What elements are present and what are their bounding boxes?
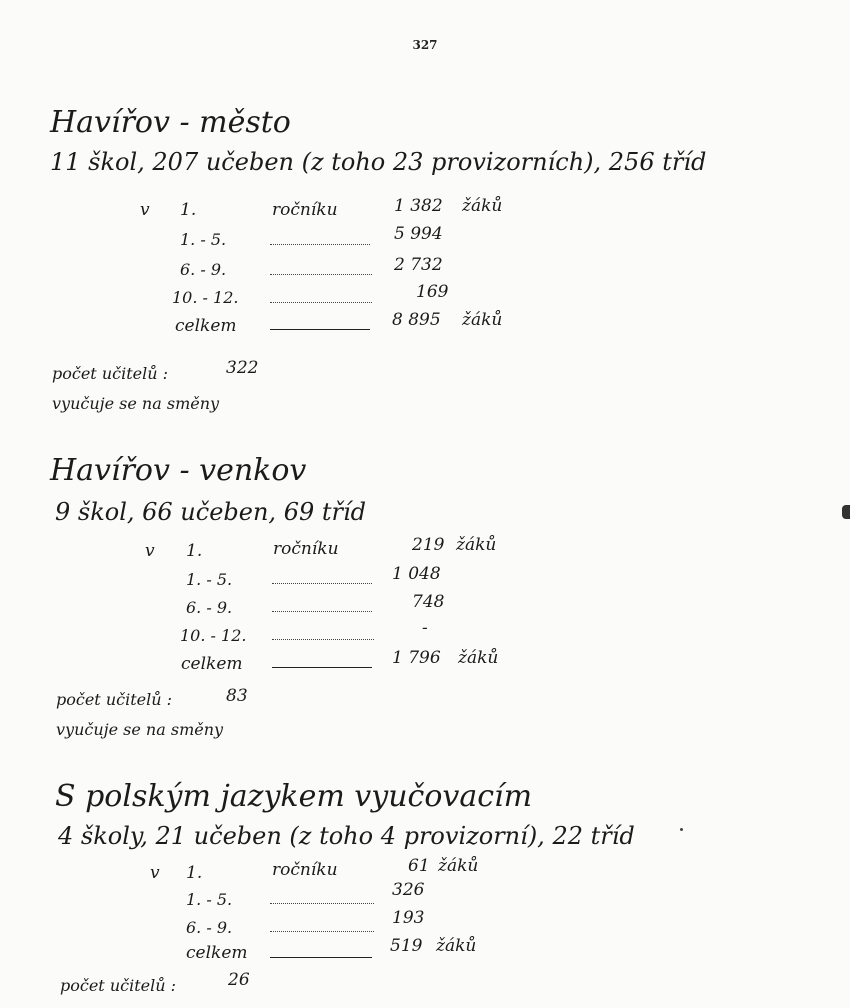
section-summary: 11 škol, 207 učeben (z toho 23 provizorních), 256 tříd (50, 148, 707, 176)
row-grade: 1. (180, 200, 197, 220)
dotted-leader (272, 639, 374, 640)
teachers-value: 322 (226, 358, 259, 378)
teachers-label: počet učitelů : (52, 364, 168, 383)
row-grade: celkem (186, 943, 248, 963)
section-summary: 4 školy, 21 učeben (z toho 4 provizorní), 22 tříd (58, 822, 635, 850)
row-grade: 10. - 12. (172, 288, 239, 307)
teachers-value: 83 (226, 686, 248, 706)
row-grade: 6. - 9. (180, 260, 227, 279)
row-value: - (422, 618, 428, 638)
row-label: ročníku (272, 200, 338, 220)
row-value: 1 048 (392, 564, 441, 584)
row-value: 2 732 (394, 255, 443, 275)
row-prefix: v (150, 863, 160, 883)
row-grade: celkem (181, 654, 243, 674)
row-grade: celkem (175, 316, 237, 336)
row-value: 748 (412, 592, 445, 612)
section-title: Havířov - město (50, 105, 291, 140)
dotted-leader (272, 611, 372, 612)
dotted-leader (270, 903, 374, 904)
row-value: 519 (390, 936, 423, 956)
row-grade: 6. - 9. (186, 598, 233, 617)
page-edge-mark (842, 505, 850, 519)
row-unit: žáků (438, 856, 479, 876)
row-grade: 1. (186, 863, 203, 883)
section-title: Havířov - venkov (50, 453, 307, 488)
row-value: 193 (392, 908, 425, 928)
row-grade: 1. (186, 541, 203, 561)
shift-note: vyučuje se na směny (56, 720, 224, 739)
row-value: 61 (408, 856, 430, 876)
row-unit: žáků (456, 535, 497, 555)
row-grade: 6. - 9. (186, 918, 233, 937)
dotted-leader (270, 302, 372, 303)
row-value: 326 (392, 880, 425, 900)
row-value: 219 (412, 535, 445, 555)
dotted-leader (270, 274, 372, 275)
row-grade: 10. - 12. (180, 626, 247, 645)
row-unit: žáků (458, 648, 499, 668)
row-unit: žáků (462, 310, 503, 330)
shift-note: vyučuje se na směny (52, 394, 220, 413)
row-unit: žáků (462, 196, 503, 216)
row-grade: 1. - 5. (186, 890, 233, 909)
row-label: ročníku (272, 860, 338, 880)
row-value: 169 (416, 282, 449, 302)
row-grade: 1. - 5. (186, 570, 233, 589)
row-prefix: v (145, 541, 155, 561)
teachers-label: počet učitelů : (56, 690, 172, 709)
total-rule (270, 329, 370, 330)
row-prefix: v (140, 200, 150, 220)
dotted-leader (270, 931, 374, 932)
page-number: 327 (412, 38, 438, 52)
row-value: 1 796 (392, 648, 441, 668)
teachers-value: 26 (228, 970, 250, 990)
dotted-leader (270, 244, 370, 245)
row-label: ročníku (273, 539, 339, 559)
row-grade: 1. - 5. (180, 230, 227, 249)
row-value: 5 994 (394, 224, 443, 244)
total-rule (270, 957, 372, 958)
section-title: S polským jazykem vyučovacím (55, 779, 533, 814)
section-summary: 9 škol, 66 učeben, 69 tříd (55, 498, 367, 526)
stray-ink-dot (680, 828, 683, 831)
row-unit: žáků (436, 936, 477, 956)
teachers-label: počet učitelů : (60, 976, 176, 995)
dotted-leader (272, 583, 372, 584)
row-value: 8 895 (392, 310, 441, 330)
row-value: 1 382 (394, 196, 443, 216)
total-rule (272, 667, 372, 668)
